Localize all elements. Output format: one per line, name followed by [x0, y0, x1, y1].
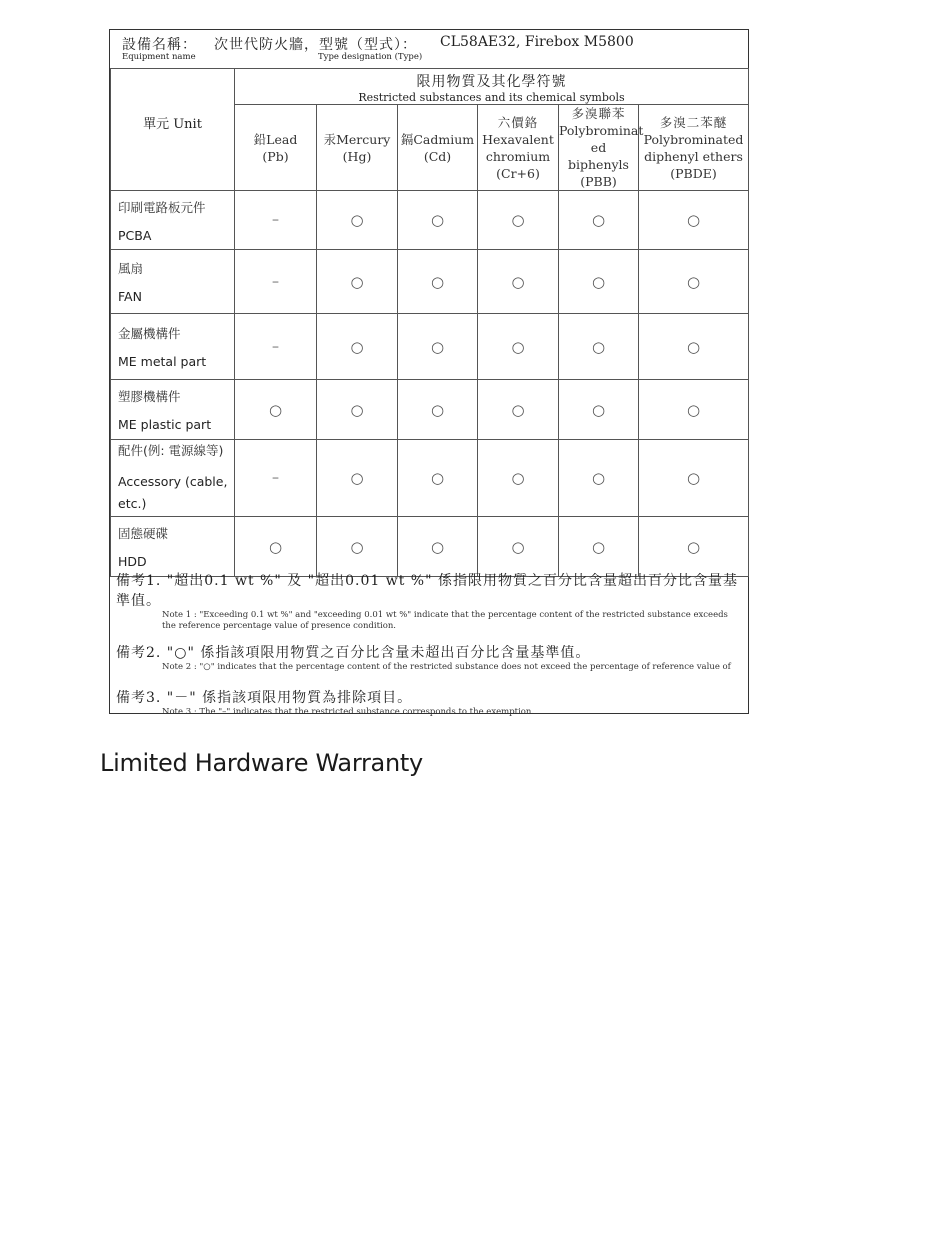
mark-cell: ○	[398, 380, 478, 440]
mark-cell: ○	[639, 380, 749, 440]
part-name-zh: 金屬機構件	[118, 326, 181, 341]
mark-cell: ○	[639, 314, 749, 380]
restricted-header	[235, 69, 749, 105]
restricted-header-en: Restricted substances and its chemical symbols	[358, 91, 625, 104]
mark-cell: ○	[235, 380, 317, 440]
table-row	[111, 314, 749, 380]
mark-cell: ○	[398, 191, 478, 250]
table-row	[111, 250, 749, 314]
substance-header	[478, 105, 559, 191]
substance-line: Hexavalent	[482, 131, 554, 147]
rohs-declaration-table	[109, 29, 749, 717]
table-row	[111, 440, 749, 517]
mark-cell: ○	[478, 380, 559, 440]
mark-cell: ○	[478, 517, 559, 577]
substance-line: ed biphenyls	[568, 140, 629, 172]
part-cell	[111, 314, 235, 380]
substance-line: (PBDE)	[670, 165, 717, 181]
part-name-en: FAN	[118, 289, 142, 304]
table-row	[111, 191, 749, 250]
part-name-en: Accessory (cable, etc.)	[118, 474, 228, 511]
substance-line: (Cd)	[423, 148, 452, 164]
substance-line: (Hg)	[342, 148, 372, 164]
mark-cell: ○	[398, 440, 478, 517]
part-name-zh: 配件(例: 電源線等)	[118, 443, 224, 458]
mark-cell: ○	[317, 250, 398, 314]
mark-cell: ○	[317, 380, 398, 440]
substance-header	[559, 105, 644, 191]
equipment-label-en: Equipment name	[122, 52, 196, 62]
part-cell	[111, 517, 235, 577]
part-name-zh: 印刷電路板元件	[118, 199, 206, 215]
note-2-zh: 備考2. "○" 係指該項限用物質之百分比含量未超出百分比含量基準值。	[116, 645, 591, 661]
substance-header	[398, 105, 478, 191]
note-3-en: Note 3 : The "–" indicates that the restricted substance corresponds to the exemption.	[162, 707, 535, 717]
type-value: CL58AE32, Firebox M5800	[440, 34, 634, 50]
substance-header	[235, 105, 317, 191]
table-row	[111, 380, 749, 440]
section-title: Limited Hardware Warranty	[100, 749, 423, 777]
substance-line: (Pb)	[262, 148, 289, 164]
part-name-en: ME metal part	[118, 354, 207, 369]
part-name-zh: 固態硬碟	[118, 526, 169, 541]
type-label-en: Type designation (Type)	[318, 52, 423, 62]
substance-line: 多溴二苯醚	[659, 114, 728, 130]
substance-line: Polybrominat	[559, 123, 644, 138]
mark-cell: –	[235, 250, 317, 314]
mark-cell: ○	[559, 380, 639, 440]
mark-cell: ○	[398, 314, 478, 380]
substance-line: 鉛Lead	[253, 131, 298, 147]
notes-section	[116, 570, 742, 718]
part-cell	[111, 380, 235, 440]
mark-cell: ○	[639, 191, 749, 250]
part-name-en: ME plastic part	[118, 417, 212, 432]
mark-cell: ○	[559, 191, 639, 250]
part-name-en: HDD	[118, 554, 147, 569]
mark-cell: ○	[478, 191, 559, 250]
unit-header: 單元 Unit	[111, 69, 235, 191]
part-cell	[111, 191, 235, 250]
part-name-zh: 風扇	[118, 261, 144, 276]
mark-cell: ○	[317, 314, 398, 380]
mark-cell: ○	[559, 440, 639, 517]
mark-cell: ○	[639, 250, 749, 314]
substance-line: 六價鉻	[497, 114, 539, 130]
substance-line: Polybrominated	[643, 131, 744, 147]
mark-cell: ○	[398, 517, 478, 577]
restricted-header-zh: 限用物質及其化學符號	[416, 74, 567, 90]
part-name-zh: 塑膠機構件	[118, 389, 181, 404]
mark-cell: –	[235, 314, 317, 380]
substance-line: 鎘Cadmium	[400, 131, 475, 147]
mark-cell: –	[235, 440, 317, 517]
mark-cell: ○	[317, 440, 398, 517]
mark-cell: ○	[317, 191, 398, 250]
substance-line: diphenyl ethers	[644, 148, 743, 164]
substance-line: (PBB)	[580, 174, 617, 189]
equipment-value: 次世代防火牆，型號（型式）：	[214, 37, 417, 53]
mark-cell: ○	[478, 440, 559, 517]
mark-cell: ○	[559, 250, 639, 314]
mark-cell: ○	[317, 517, 398, 577]
note-1-zh: 備考1. "超出0.1 wt %" 及 "超出0.01 wt %" 係指限用物質之百分比含量超出百分比含量基準值。	[116, 573, 738, 609]
mark-cell: ○	[478, 314, 559, 380]
substance-line: (Cr+6)	[496, 165, 540, 181]
part-cell	[111, 250, 235, 314]
mark-cell: ○	[478, 250, 559, 314]
note-2-en: Note 2 : "○" indicates that the percentage content of the restricted substance does not exceed the percentage of reference value of	[162, 662, 731, 672]
substance-line: 多溴聯苯	[571, 106, 626, 121]
mark-cell: ○	[639, 440, 749, 517]
equipment-header	[110, 30, 748, 69]
substance-grid	[110, 68, 749, 577]
part-name-en: PCBA	[118, 227, 152, 243]
substance-line: chromium	[485, 148, 551, 164]
note-3-zh: 備考3. "－" 係指該項限用物質為排除項目。	[116, 690, 413, 706]
mark-cell: ○	[559, 314, 639, 380]
substance-header	[317, 105, 398, 191]
mark-cell: ○	[235, 517, 317, 577]
mark-cell: –	[235, 191, 317, 250]
substance-line: 汞Mercury	[323, 131, 391, 147]
substance-header	[639, 105, 749, 191]
note-1-en: Note 1 : "Exceeding 0.1 wt %" and "exceeding 0.01 wt %" indicate that the percentage content of the restricted substance exceeds the reference percentage value of presence condition.	[162, 610, 728, 631]
mark-cell: ○	[398, 250, 478, 314]
equipment-label: 設備名稱：	[122, 37, 197, 53]
mark-cell: ○	[559, 517, 639, 577]
mark-cell: ○	[639, 517, 749, 577]
table-row	[111, 517, 749, 577]
part-cell	[111, 440, 235, 517]
